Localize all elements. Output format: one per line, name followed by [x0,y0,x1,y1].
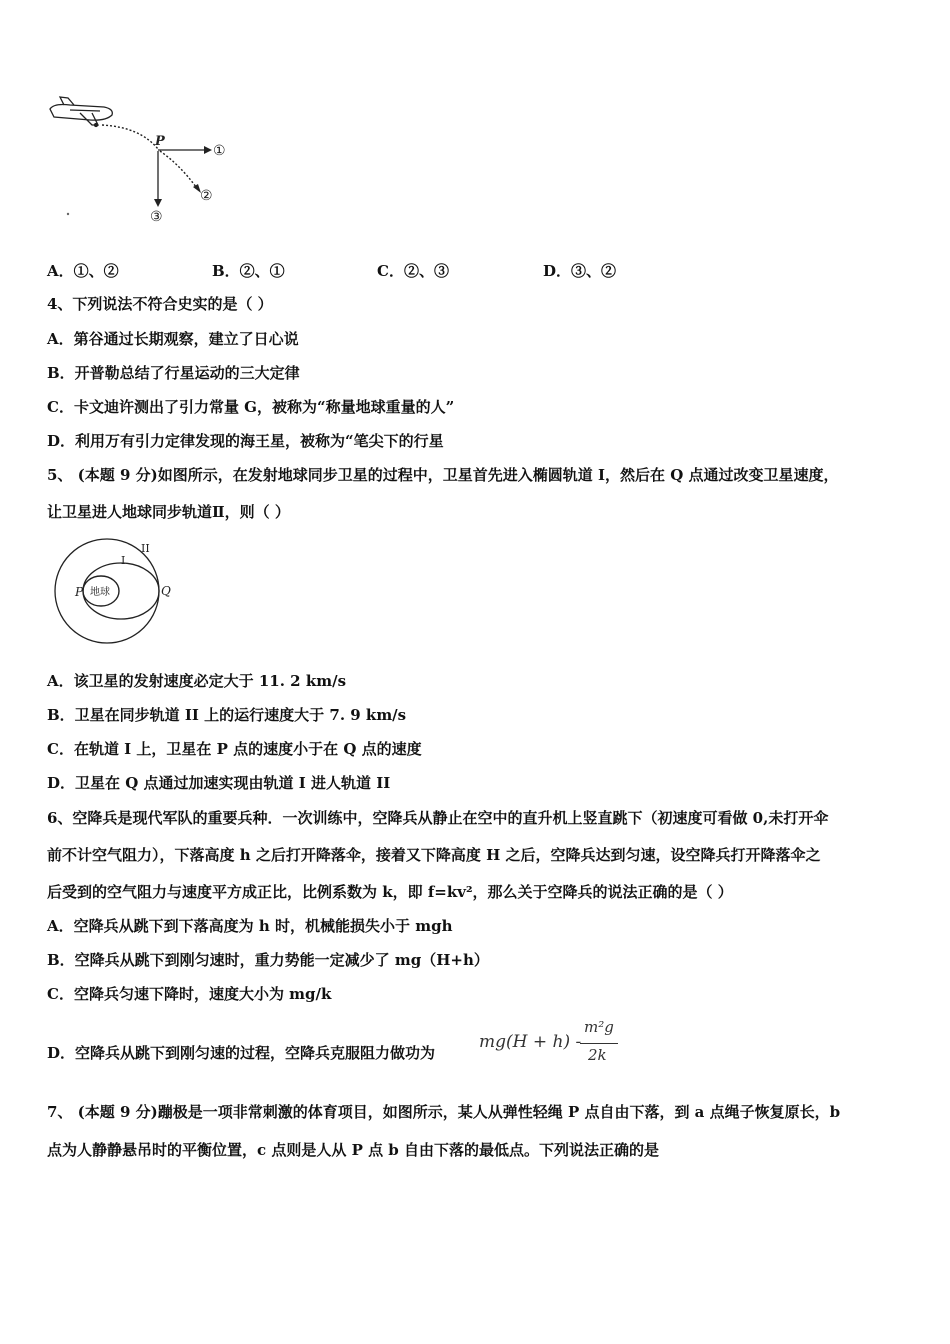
point-p-label: P [75,585,84,599]
q3-option-d: D．③、② [543,262,617,280]
q5-stem-line1: 5、 (本题 9 分)如图所示，在发射地球同步卫星的过程中，卫星首先进入椭圆轨道 I，然后在 Q 点通过改变卫星速度， [47,466,839,484]
q5-option-d: D．卫星在 Q 点通过加速实现由轨道 I 进人轨道 II [47,774,391,792]
q4-option-d: D．利用万有引力定律发现的海王星，被称为“笔尖下的行星 [47,432,444,450]
point-p-label: P [155,134,165,149]
direction-1-label: ① [213,143,226,159]
q3-option-c: C．②、③ [377,262,449,280]
q6-option-a: A．空降兵从跳下到下落高度为 h 时，机械能损失小于 mgh [47,917,453,935]
q6-stem-line2: 前不计空气阻力），下落高度 h 之后打开降落伞，接着又下降高度 H 之后，空降兵达到匀速，设空降兵打开降落伞之 [47,846,821,864]
point-q-label: Q [161,584,171,598]
orbit-i-label: I [121,554,126,567]
q7-stem-line1: 7、 (本题 9 分)蹦极是一项非常刺激的体育项目，如图所示，某人从弹性轻绳 P 点自由下落，到 a 点绳子恢复原长，b [47,1103,841,1121]
q6-option-b: B．空降兵从跳下到刚匀速时，重力势能一定减少了 mg（H+h） [47,951,489,969]
q4-option-a: A．第谷通过长期观察，建立了日心说 [47,330,299,348]
formula-lhs: mg(H + h) - [479,1032,582,1052]
formula-numerator: m²g [584,1018,614,1036]
q6-option-d: D．空降兵从跳下到刚匀速的过程，空降兵克服阻力做功为 [47,1044,436,1062]
q5-option-c: C．在轨道 I 上，卫星在 P 点的速度小于在 Q 点的速度 [47,740,422,758]
airplane-icon [50,97,112,127]
q3-option-b: B．②、① [212,262,285,280]
q4-stem: 4、下列说法不符合史实的是（ ） [47,295,273,313]
q5-stem-line2: 让卫星进人地球同步轨道Ⅱ，则（ ） [47,503,290,521]
q4-option-b: B．开普勒总结了行星运动的三大定律 [47,364,300,382]
q6-stem-line3: 后受到的空气阻力与速度平方成正比，比例系数为 k，即 f=kv²，那么关于空降兵的说法正确的是（ ） [47,883,733,901]
direction-2-label: ② [200,188,213,204]
airplane-trajectory-figure [40,95,240,225]
q5-option-b: B．卫星在同步轨道 II 上的运行速度大于 7. 9 km/s [47,706,407,724]
q7-stem-line2: 点为人静静悬吊时的平衡位置，c 点则是人从 P 点 b 自由下落的最低点。下列说法正确的是 [47,1141,660,1159]
q6-option-c: C．空降兵匀速下降时，速度大小为 mg/k [47,985,332,1003]
q6-stem-line1: 6、空降兵是现代军队的重要兵种．一次训练中，空降兵从静止在空中的直升机上竖直跳下（初速度可看做 0,未打开伞 [47,809,829,827]
direction-3-label: ③ [150,209,163,225]
orbit-figure [45,536,185,646]
q4-option-c: C．卡文迪许测出了引力常量 G，被称为“称量地球重量的人” [47,398,455,416]
q3-option-a: A．①、② [47,262,119,280]
fraction-bar [580,1043,618,1044]
earth-label: 地球 [90,587,110,598]
orbit-ii-label: II [141,542,150,555]
formula-denominator: 2k [588,1046,607,1064]
q5-option-a: A．该卫星的发射速度必定大于 11. 2 km/s [47,672,347,690]
